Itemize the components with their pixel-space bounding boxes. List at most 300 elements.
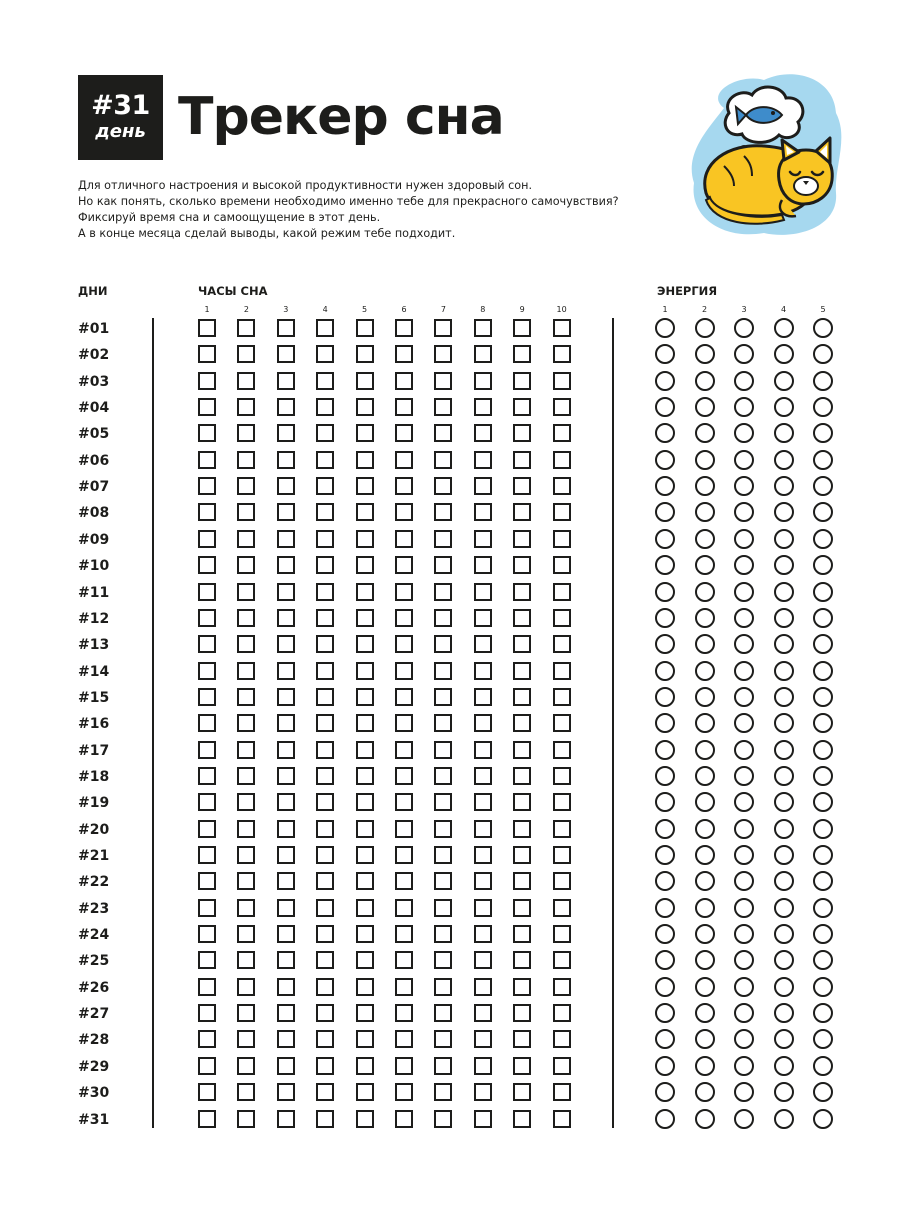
sleep-hour-checkbox[interactable] [277,424,295,442]
sleep-hour-checkbox[interactable] [513,872,531,890]
sleep-hour-checkbox[interactable] [434,451,452,469]
energy-radio[interactable] [695,371,715,391]
sleep-hour-checkbox[interactable] [395,872,413,890]
sleep-hour-checkbox[interactable] [198,899,216,917]
energy-radio[interactable] [734,898,754,918]
sleep-hour-checkbox[interactable] [198,662,216,680]
sleep-hour-checkbox[interactable] [356,609,374,627]
sleep-hour-checkbox[interactable] [513,345,531,363]
sleep-hour-checkbox[interactable] [316,846,334,864]
sleep-hour-checkbox[interactable] [277,345,295,363]
energy-radio[interactable] [734,792,754,812]
energy-radio[interactable] [655,661,675,681]
sleep-hour-checkbox[interactable] [474,451,492,469]
energy-radio[interactable] [655,1029,675,1049]
sleep-hour-checkbox[interactable] [434,583,452,601]
sleep-hour-checkbox[interactable] [395,925,413,943]
sleep-hour-checkbox[interactable] [198,609,216,627]
sleep-hour-checkbox[interactable] [316,714,334,732]
sleep-hour-checkbox[interactable] [395,688,413,706]
sleep-hour-checkbox[interactable] [277,767,295,785]
sleep-hour-checkbox[interactable] [198,556,216,574]
sleep-hour-checkbox[interactable] [434,1110,452,1128]
energy-radio[interactable] [695,1003,715,1023]
energy-radio[interactable] [734,950,754,970]
energy-radio[interactable] [813,1029,833,1049]
energy-radio[interactable] [774,529,794,549]
sleep-hour-checkbox[interactable] [474,1030,492,1048]
energy-radio[interactable] [774,423,794,443]
sleep-hour-checkbox[interactable] [474,1083,492,1101]
sleep-hour-checkbox[interactable] [553,767,571,785]
sleep-hour-checkbox[interactable] [513,503,531,521]
energy-radio[interactable] [734,476,754,496]
sleep-hour-checkbox[interactable] [198,424,216,442]
sleep-hour-checkbox[interactable] [553,635,571,653]
energy-radio[interactable] [813,634,833,654]
sleep-hour-checkbox[interactable] [237,1004,255,1022]
energy-radio[interactable] [813,371,833,391]
sleep-hour-checkbox[interactable] [553,609,571,627]
sleep-hour-checkbox[interactable] [513,820,531,838]
energy-radio[interactable] [695,687,715,707]
sleep-hour-checkbox[interactable] [316,583,334,601]
sleep-hour-checkbox[interactable] [316,372,334,390]
energy-radio[interactable] [774,898,794,918]
energy-radio[interactable] [655,766,675,786]
sleep-hour-checkbox[interactable] [277,714,295,732]
sleep-hour-checkbox[interactable] [198,372,216,390]
energy-radio[interactable] [734,1109,754,1129]
energy-radio[interactable] [734,766,754,786]
energy-radio[interactable] [734,608,754,628]
sleep-hour-checkbox[interactable] [553,1057,571,1075]
energy-radio[interactable] [695,845,715,865]
sleep-hour-checkbox[interactable] [395,846,413,864]
sleep-hour-checkbox[interactable] [434,820,452,838]
energy-radio[interactable] [774,1109,794,1129]
sleep-hour-checkbox[interactable] [316,1057,334,1075]
sleep-hour-checkbox[interactable] [474,714,492,732]
sleep-hour-checkbox[interactable] [277,1030,295,1048]
sleep-hour-checkbox[interactable] [237,477,255,495]
energy-radio[interactable] [774,924,794,944]
energy-radio[interactable] [774,397,794,417]
sleep-hour-checkbox[interactable] [434,1083,452,1101]
energy-radio[interactable] [695,397,715,417]
sleep-hour-checkbox[interactable] [316,872,334,890]
sleep-hour-checkbox[interactable] [434,741,452,759]
sleep-hour-checkbox[interactable] [553,820,571,838]
sleep-hour-checkbox[interactable] [316,319,334,337]
energy-radio[interactable] [655,950,675,970]
energy-radio[interactable] [774,1029,794,1049]
sleep-hour-checkbox[interactable] [513,951,531,969]
energy-radio[interactable] [774,845,794,865]
sleep-hour-checkbox[interactable] [277,899,295,917]
energy-radio[interactable] [774,450,794,470]
energy-radio[interactable] [695,713,715,733]
energy-radio[interactable] [695,608,715,628]
sleep-hour-checkbox[interactable] [277,1110,295,1128]
energy-radio[interactable] [774,871,794,891]
sleep-hour-checkbox[interactable] [237,741,255,759]
sleep-hour-checkbox[interactable] [356,635,374,653]
sleep-hour-checkbox[interactable] [198,451,216,469]
sleep-hour-checkbox[interactable] [198,741,216,759]
sleep-hour-checkbox[interactable] [198,1057,216,1075]
sleep-hour-checkbox[interactable] [553,1110,571,1128]
sleep-hour-checkbox[interactable] [316,503,334,521]
energy-radio[interactable] [813,898,833,918]
sleep-hour-checkbox[interactable] [434,635,452,653]
sleep-hour-checkbox[interactable] [198,793,216,811]
sleep-hour-checkbox[interactable] [434,978,452,996]
sleep-hour-checkbox[interactable] [237,846,255,864]
sleep-hour-checkbox[interactable] [237,345,255,363]
energy-radio[interactable] [813,318,833,338]
sleep-hour-checkbox[interactable] [395,820,413,838]
energy-radio[interactable] [655,555,675,575]
sleep-hour-checkbox[interactable] [553,556,571,574]
energy-radio[interactable] [655,582,675,602]
sleep-hour-checkbox[interactable] [513,714,531,732]
sleep-hour-checkbox[interactable] [237,793,255,811]
sleep-hour-checkbox[interactable] [316,1004,334,1022]
sleep-hour-checkbox[interactable] [356,503,374,521]
energy-radio[interactable] [774,476,794,496]
sleep-hour-checkbox[interactable] [474,662,492,680]
energy-radio[interactable] [695,898,715,918]
sleep-hour-checkbox[interactable] [198,398,216,416]
energy-radio[interactable] [734,1029,754,1049]
sleep-hour-checkbox[interactable] [198,714,216,732]
sleep-hour-checkbox[interactable] [356,1057,374,1075]
sleep-hour-checkbox[interactable] [513,662,531,680]
sleep-hour-checkbox[interactable] [356,899,374,917]
sleep-hour-checkbox[interactable] [277,609,295,627]
energy-radio[interactable] [734,582,754,602]
energy-radio[interactable] [655,344,675,364]
sleep-hour-checkbox[interactable] [316,899,334,917]
sleep-hour-checkbox[interactable] [395,1030,413,1048]
sleep-hour-checkbox[interactable] [316,1030,334,1048]
sleep-hour-checkbox[interactable] [198,1110,216,1128]
sleep-hour-checkbox[interactable] [277,398,295,416]
sleep-hour-checkbox[interactable] [198,688,216,706]
sleep-hour-checkbox[interactable] [395,951,413,969]
sleep-hour-checkbox[interactable] [474,978,492,996]
energy-radio[interactable] [655,397,675,417]
sleep-hour-checkbox[interactable] [434,1030,452,1048]
sleep-hour-checkbox[interactable] [198,925,216,943]
energy-radio[interactable] [695,766,715,786]
sleep-hour-checkbox[interactable] [198,1083,216,1101]
energy-radio[interactable] [813,555,833,575]
sleep-hour-checkbox[interactable] [198,978,216,996]
sleep-hour-checkbox[interactable] [474,820,492,838]
sleep-hour-checkbox[interactable] [237,767,255,785]
sleep-hour-checkbox[interactable] [513,978,531,996]
energy-radio[interactable] [695,1109,715,1129]
energy-radio[interactable] [813,977,833,997]
sleep-hour-checkbox[interactable] [474,925,492,943]
sleep-hour-checkbox[interactable] [553,741,571,759]
sleep-hour-checkbox[interactable] [356,530,374,548]
energy-radio[interactable] [774,634,794,654]
energy-radio[interactable] [655,1082,675,1102]
sleep-hour-checkbox[interactable] [198,635,216,653]
sleep-hour-checkbox[interactable] [198,846,216,864]
sleep-hour-checkbox[interactable] [237,398,255,416]
sleep-hour-checkbox[interactable] [513,846,531,864]
sleep-hour-checkbox[interactable] [513,451,531,469]
sleep-hour-checkbox[interactable] [474,583,492,601]
energy-radio[interactable] [695,1029,715,1049]
sleep-hour-checkbox[interactable] [277,793,295,811]
energy-radio[interactable] [695,634,715,654]
sleep-hour-checkbox[interactable] [237,609,255,627]
sleep-hour-checkbox[interactable] [395,345,413,363]
sleep-hour-checkbox[interactable] [513,424,531,442]
sleep-hour-checkbox[interactable] [316,424,334,442]
energy-radio[interactable] [734,819,754,839]
sleep-hour-checkbox[interactable] [553,319,571,337]
sleep-hour-checkbox[interactable] [237,899,255,917]
sleep-hour-checkbox[interactable] [474,319,492,337]
sleep-hour-checkbox[interactable] [553,951,571,969]
sleep-hour-checkbox[interactable] [356,662,374,680]
sleep-hour-checkbox[interactable] [356,1110,374,1128]
sleep-hour-checkbox[interactable] [198,345,216,363]
sleep-hour-checkbox[interactable] [356,583,374,601]
energy-radio[interactable] [695,819,715,839]
sleep-hour-checkbox[interactable] [356,319,374,337]
energy-radio[interactable] [655,1109,675,1129]
sleep-hour-checkbox[interactable] [356,767,374,785]
energy-radio[interactable] [695,1056,715,1076]
sleep-hour-checkbox[interactable] [395,1083,413,1101]
energy-radio[interactable] [774,792,794,812]
sleep-hour-checkbox[interactable] [553,477,571,495]
sleep-hour-checkbox[interactable] [513,1030,531,1048]
sleep-hour-checkbox[interactable] [474,477,492,495]
energy-radio[interactable] [813,845,833,865]
energy-radio[interactable] [774,344,794,364]
sleep-hour-checkbox[interactable] [553,978,571,996]
sleep-hour-checkbox[interactable] [316,1083,334,1101]
energy-radio[interactable] [655,871,675,891]
energy-radio[interactable] [813,766,833,786]
energy-radio[interactable] [655,687,675,707]
sleep-hour-checkbox[interactable] [356,1030,374,1048]
sleep-hour-checkbox[interactable] [198,820,216,838]
sleep-hour-checkbox[interactable] [513,1004,531,1022]
energy-radio[interactable] [734,845,754,865]
sleep-hour-checkbox[interactable] [474,635,492,653]
sleep-hour-checkbox[interactable] [395,899,413,917]
energy-radio[interactable] [813,423,833,443]
sleep-hour-checkbox[interactable] [316,556,334,574]
energy-radio[interactable] [655,502,675,522]
sleep-hour-checkbox[interactable] [553,345,571,363]
sleep-hour-checkbox[interactable] [277,503,295,521]
sleep-hour-checkbox[interactable] [553,372,571,390]
sleep-hour-checkbox[interactable] [434,767,452,785]
sleep-hour-checkbox[interactable] [513,530,531,548]
sleep-hour-checkbox[interactable] [356,978,374,996]
sleep-hour-checkbox[interactable] [316,635,334,653]
sleep-hour-checkbox[interactable] [198,477,216,495]
sleep-hour-checkbox[interactable] [316,820,334,838]
energy-radio[interactable] [734,555,754,575]
sleep-hour-checkbox[interactable] [277,978,295,996]
sleep-hour-checkbox[interactable] [198,1004,216,1022]
sleep-hour-checkbox[interactable] [434,372,452,390]
energy-radio[interactable] [734,924,754,944]
sleep-hour-checkbox[interactable] [434,688,452,706]
energy-radio[interactable] [734,423,754,443]
energy-radio[interactable] [813,344,833,364]
sleep-hour-checkbox[interactable] [316,951,334,969]
sleep-hour-checkbox[interactable] [434,398,452,416]
energy-radio[interactable] [774,1082,794,1102]
sleep-hour-checkbox[interactable] [474,688,492,706]
sleep-hour-checkbox[interactable] [434,899,452,917]
sleep-hour-checkbox[interactable] [316,1110,334,1128]
sleep-hour-checkbox[interactable] [356,714,374,732]
energy-radio[interactable] [734,529,754,549]
sleep-hour-checkbox[interactable] [513,688,531,706]
energy-radio[interactable] [695,924,715,944]
sleep-hour-checkbox[interactable] [434,714,452,732]
sleep-hour-checkbox[interactable] [198,767,216,785]
energy-radio[interactable] [655,792,675,812]
sleep-hour-checkbox[interactable] [237,424,255,442]
sleep-hour-checkbox[interactable] [198,951,216,969]
energy-radio[interactable] [695,529,715,549]
energy-radio[interactable] [813,819,833,839]
sleep-hour-checkbox[interactable] [356,951,374,969]
energy-radio[interactable] [774,950,794,970]
energy-radio[interactable] [813,661,833,681]
sleep-hour-checkbox[interactable] [474,609,492,627]
sleep-hour-checkbox[interactable] [277,1083,295,1101]
sleep-hour-checkbox[interactable] [356,556,374,574]
sleep-hour-checkbox[interactable] [356,451,374,469]
sleep-hour-checkbox[interactable] [553,398,571,416]
sleep-hour-checkbox[interactable] [553,583,571,601]
sleep-hour-checkbox[interactable] [434,556,452,574]
energy-radio[interactable] [695,502,715,522]
sleep-hour-checkbox[interactable] [277,662,295,680]
sleep-hour-checkbox[interactable] [198,503,216,521]
energy-radio[interactable] [734,1082,754,1102]
sleep-hour-checkbox[interactable] [395,978,413,996]
sleep-hour-checkbox[interactable] [395,635,413,653]
energy-radio[interactable] [774,1003,794,1023]
sleep-hour-checkbox[interactable] [237,1110,255,1128]
sleep-hour-checkbox[interactable] [395,398,413,416]
energy-radio[interactable] [655,371,675,391]
sleep-hour-checkbox[interactable] [395,451,413,469]
sleep-hour-checkbox[interactable] [316,398,334,416]
sleep-hour-checkbox[interactable] [237,319,255,337]
sleep-hour-checkbox[interactable] [434,872,452,890]
sleep-hour-checkbox[interactable] [513,319,531,337]
energy-radio[interactable] [734,1056,754,1076]
sleep-hour-checkbox[interactable] [395,530,413,548]
sleep-hour-checkbox[interactable] [277,583,295,601]
sleep-hour-checkbox[interactable] [395,503,413,521]
sleep-hour-checkbox[interactable] [395,741,413,759]
energy-radio[interactable] [734,977,754,997]
sleep-hour-checkbox[interactable] [395,319,413,337]
sleep-hour-checkbox[interactable] [356,1083,374,1101]
energy-radio[interactable] [774,502,794,522]
sleep-hour-checkbox[interactable] [513,1110,531,1128]
sleep-hour-checkbox[interactable] [434,477,452,495]
energy-radio[interactable] [695,871,715,891]
sleep-hour-checkbox[interactable] [356,741,374,759]
energy-radio[interactable] [813,476,833,496]
sleep-hour-checkbox[interactable] [277,1004,295,1022]
sleep-hour-checkbox[interactable] [513,793,531,811]
sleep-hour-checkbox[interactable] [474,398,492,416]
sleep-hour-checkbox[interactable] [277,1057,295,1075]
sleep-hour-checkbox[interactable] [316,530,334,548]
sleep-hour-checkbox[interactable] [356,372,374,390]
sleep-hour-checkbox[interactable] [356,793,374,811]
energy-radio[interactable] [695,582,715,602]
sleep-hour-checkbox[interactable] [513,372,531,390]
sleep-hour-checkbox[interactable] [316,662,334,680]
sleep-hour-checkbox[interactable] [474,741,492,759]
sleep-hour-checkbox[interactable] [553,899,571,917]
sleep-hour-checkbox[interactable] [356,846,374,864]
sleep-hour-checkbox[interactable] [237,635,255,653]
energy-radio[interactable] [813,1109,833,1129]
sleep-hour-checkbox[interactable] [553,1083,571,1101]
sleep-hour-checkbox[interactable] [434,793,452,811]
energy-radio[interactable] [655,740,675,760]
sleep-hour-checkbox[interactable] [474,793,492,811]
energy-radio[interactable] [774,740,794,760]
energy-radio[interactable] [813,687,833,707]
sleep-hour-checkbox[interactable] [237,925,255,943]
sleep-hour-checkbox[interactable] [237,583,255,601]
sleep-hour-checkbox[interactable] [356,1004,374,1022]
energy-radio[interactable] [813,950,833,970]
sleep-hour-checkbox[interactable] [356,398,374,416]
sleep-hour-checkbox[interactable] [553,846,571,864]
energy-radio[interactable] [655,898,675,918]
sleep-hour-checkbox[interactable] [356,872,374,890]
energy-radio[interactable] [655,634,675,654]
sleep-hour-checkbox[interactable] [237,530,255,548]
sleep-hour-checkbox[interactable] [395,609,413,627]
sleep-hour-checkbox[interactable] [474,556,492,574]
energy-radio[interactable] [655,713,675,733]
sleep-hour-checkbox[interactable] [434,424,452,442]
energy-radio[interactable] [734,634,754,654]
sleep-hour-checkbox[interactable] [553,793,571,811]
energy-radio[interactable] [813,871,833,891]
sleep-hour-checkbox[interactable] [237,662,255,680]
sleep-hour-checkbox[interactable] [237,688,255,706]
energy-radio[interactable] [734,871,754,891]
sleep-hour-checkbox[interactable] [474,872,492,890]
